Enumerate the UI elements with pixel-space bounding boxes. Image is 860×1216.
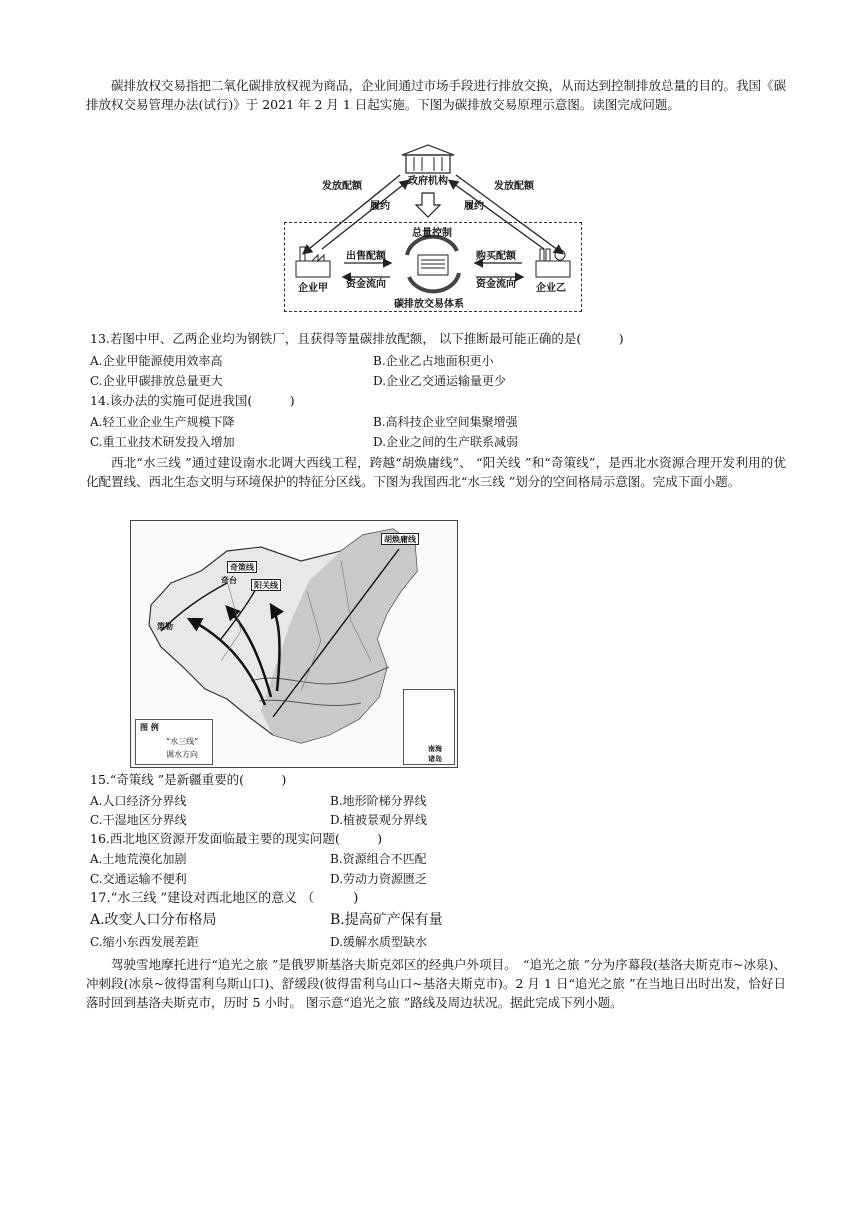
q16-option-a[interactable]: A.土地荒漠化加剧: [90, 852, 187, 866]
q13-option-a[interactable]: A.企业甲能源使用效率高: [90, 354, 223, 368]
intro-carbon-trading: 碳排放权交易指把二氧化碳排放权视为商品，企业间通过市场手段进行排放交换，从而达到控制排放总量的目的。我国《碳排放权交易管理办法(试行)》于 2021 年 2 月 1 日起实施。下图为碳排放交易原理示意图。读图完成问题。: [86, 78, 787, 112]
cele-label: 策勒: [157, 621, 173, 631]
map-legend: [135, 719, 213, 765]
company-b-label: 企业乙: [536, 283, 566, 294]
q13-stem: 13.若图中甲、乙两企业均为钢铁厂，且获得等量碳排放配额， 以下推断最可能正确的是( ): [90, 331, 624, 346]
q17-option-c[interactable]: C.缩小东西发展差距: [90, 935, 199, 949]
carbon-trading-diagram: [282, 143, 584, 318]
q14-option-a[interactable]: A.轻工业企业生产规模下降: [90, 415, 235, 429]
q16-option-d[interactable]: D.劳动力资源匮乏: [330, 872, 428, 886]
q17-option-a[interactable]: A.改变人口分布格局: [90, 912, 217, 928]
q15-option-b[interactable]: B.地形阶梯分界线: [330, 794, 427, 808]
q16-option-c[interactable]: C.交通运输不便利: [90, 872, 187, 886]
money-flow-left-label: 资金流向: [346, 279, 386, 290]
intro-water-lines: 西北“水三线 ”通过建设南水北调大西线工程，跨越“胡焕庸线”、 “阳关线 ”和“奇策线”，是西北水资源合理开发利用的优化配置线、西北生态文明与环境保护的特征分区线。下图为我国西北“水三线 ”划分的空间格局示意图。完成下面小题。: [86, 455, 786, 489]
q17-option-b[interactable]: B.提高矿产保有量: [330, 912, 443, 928]
q16-option-b[interactable]: B.资源组合不匹配: [330, 852, 427, 866]
q15-stem: 15.“奇策线 ”是新疆重要的( ): [90, 772, 287, 787]
south-china-sea-inset: [403, 689, 455, 765]
legend-water-line: “水三线”: [166, 737, 199, 746]
government-building-icon: [402, 145, 454, 173]
allot-left-label: 发放配额: [322, 181, 362, 192]
company-a-label: 企业甲: [298, 283, 328, 294]
buy-quota-label: 购买配额: [476, 251, 516, 262]
money-flow-right-label: 资金流向: [476, 279, 516, 290]
qitai-label: 奇台: [221, 575, 237, 585]
q15-option-a[interactable]: A.人口经济分界线: [90, 794, 187, 808]
q16-stem: 16.西北地区资源开发面临最主要的现实问题( ): [90, 831, 383, 846]
q15-option-c[interactable]: C.干湿地区分界线: [90, 813, 187, 827]
gov-label: 政府机构: [408, 176, 448, 187]
q15-option-d[interactable]: D.植被景观分界线: [330, 813, 428, 827]
q17-option-d[interactable]: D.缓解水质型缺水: [330, 935, 428, 949]
q17-stem: 17.“水三线 ”建设对西北地区的意义 （ ): [90, 891, 359, 906]
intro-aurora-trip: 驾驶雪地摩托进行“追光之旅 ”是俄罗斯基洛夫斯克郊区的经典户外项目。 “追光之旅 ”分为序幕段(基洛夫斯克市~冰泉)、冲刺段(冰泉~彼得雷利乌斯山口)、舒缓段(彼得雷利乌山口~基洛夫斯克市)。2 月 1 日“追光之旅 ”在当地日出时出发，恰好日落时回到基洛夫斯克市，历时 5 小时。 图示意“追光之旅 ”路线及周边状况。据此完成下列小题。: [86, 957, 786, 1010]
q14-option-d[interactable]: D.企业之间的生产联系减弱: [373, 435, 519, 449]
allot-right-label: 发放配额: [494, 181, 534, 192]
hu-line-label: 胡焕庸线: [381, 533, 419, 545]
sell-quota-label: 出售配额: [346, 251, 386, 262]
trading-system-label: 碳排放交易体系: [394, 299, 464, 310]
q14-stem: 14.该办法的实施可促进我国( ): [90, 393, 295, 408]
qice-line-label: 奇策线: [227, 561, 257, 573]
q14-option-b[interactable]: B.高科技企业空间集聚增强: [373, 415, 518, 429]
yangguan-line-label: 阳关线: [251, 579, 281, 591]
q13-option-c[interactable]: C.企业甲碳排放总量更大: [90, 374, 223, 388]
inset-label: 南海诸岛: [428, 744, 442, 763]
china-water-lines-map: [130, 520, 458, 768]
total-control-label: 总量控制: [412, 228, 452, 239]
q14-option-c[interactable]: C.重工业技术研发投入增加: [90, 435, 235, 449]
legend-flow-direction: 调水方向: [166, 750, 198, 759]
fulfill-left-label: 履约: [370, 201, 390, 212]
fulfill-right-label: 履约: [464, 201, 484, 212]
q13-option-b[interactable]: B.企业乙占地面积更小: [373, 354, 494, 368]
q13-option-d[interactable]: D.企业乙交通运输量更少: [373, 374, 507, 388]
legend-title: 图 例: [140, 722, 159, 732]
